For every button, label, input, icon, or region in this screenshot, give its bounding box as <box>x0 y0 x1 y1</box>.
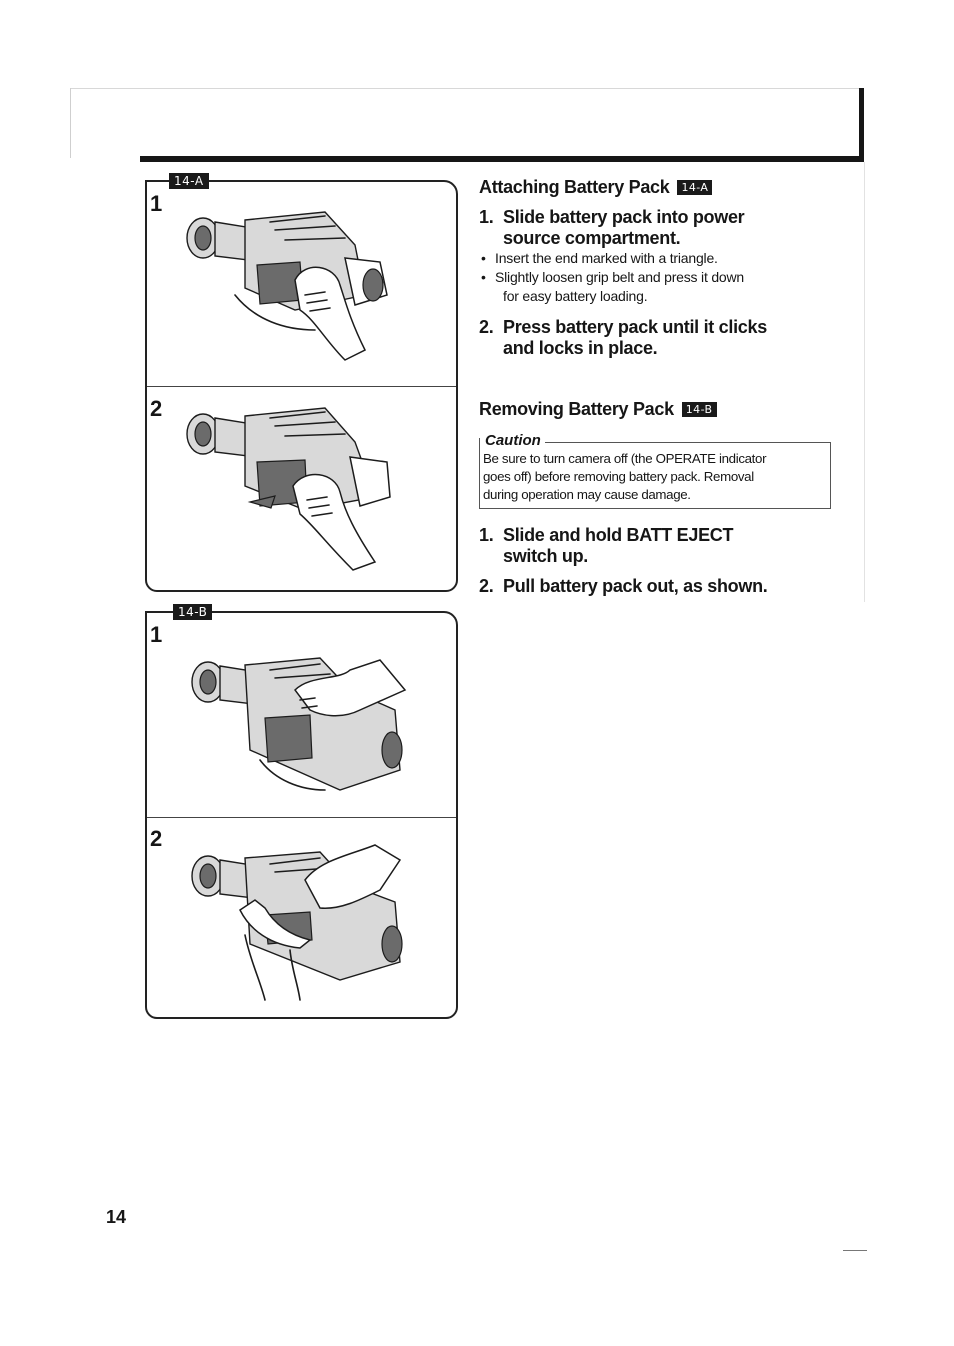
bullet-text-line1: Slightly loosen grip belt and press it down <box>495 269 744 285</box>
frame-right-bar <box>859 88 864 162</box>
step-number: 1. <box>479 525 494 545</box>
caution-title: Caution <box>485 432 545 450</box>
caution-left-border <box>479 438 480 509</box>
removing-step-1 <box>479 525 819 567</box>
removing-step-2 <box>479 576 819 597</box>
step-number: 2. <box>479 576 494 596</box>
attaching-step-2 <box>479 317 819 359</box>
figure-14b-step2-number: 2 <box>150 826 163 851</box>
figure-14a-tag: 14-A <box>169 173 209 189</box>
figure-14b-divider <box>147 817 456 818</box>
attaching-title: Attaching Battery Pack <box>479 177 670 197</box>
attaching-step-1-bullet-1 <box>479 249 819 268</box>
caution-line-1: Be sure to turn camera off (the OPERATE indicator <box>483 451 767 466</box>
camcorder-illustration-remove-1 <box>180 640 410 810</box>
removing-heading <box>479 398 717 420</box>
figure-14b-step1-number: 1 <box>150 622 163 647</box>
step-text-line1: Slide and hold BATT EJECT <box>503 525 734 545</box>
step-text-line2: switch up. <box>503 546 589 566</box>
figure-14a-divider <box>147 386 456 387</box>
bullet-text-line2: for easy battery loading. <box>503 288 648 304</box>
step-number: 1. <box>479 207 494 227</box>
caution-line-2: goes off) before removing battery pack. Removal <box>483 469 754 484</box>
attaching-figure-badge: 14-A <box>677 180 712 195</box>
attaching-step-1 <box>479 207 819 249</box>
step-number: 2. <box>479 317 494 337</box>
step-text-line2: source compartment. <box>503 228 681 248</box>
camcorder-illustration-attach-1 <box>175 200 405 375</box>
bullet-dot: • <box>481 250 486 266</box>
frame-left-line <box>70 88 71 158</box>
step-text-line1: Press battery pack until it clicks <box>503 317 767 337</box>
footer-corner-line <box>843 1250 867 1251</box>
attaching-step-1-bullet-2 <box>479 268 819 306</box>
page-number: 14 <box>106 1207 127 1227</box>
step-text-line1: Slide battery pack into power <box>503 207 745 227</box>
bullet-text-line1: Insert the end marked with a triangle. <box>495 250 718 266</box>
step-text-line1: Pull battery pack out, as shown. <box>503 576 768 596</box>
bullet-dot: • <box>481 269 486 285</box>
header-rule <box>140 156 864 162</box>
caution-line-3: during operation may cause damage. <box>483 487 691 502</box>
step-text-line2: and locks in place. <box>503 338 658 358</box>
figure-14a-step1-number: 1 <box>150 191 163 216</box>
removing-title: Removing Battery Pack <box>479 399 674 419</box>
frame-right-line <box>864 162 865 602</box>
attaching-heading <box>479 176 712 198</box>
figure-14b-tag: 14-B <box>173 604 212 620</box>
removing-figure-badge: 14-B <box>682 402 717 417</box>
figure-14a-step2-number: 2 <box>150 396 163 421</box>
camcorder-illustration-attach-2 <box>175 402 405 572</box>
camcorder-illustration-remove-2 <box>180 840 410 1005</box>
caution-top-border <box>545 442 831 443</box>
caution-text <box>483 450 825 504</box>
frame-top-line <box>70 88 860 89</box>
